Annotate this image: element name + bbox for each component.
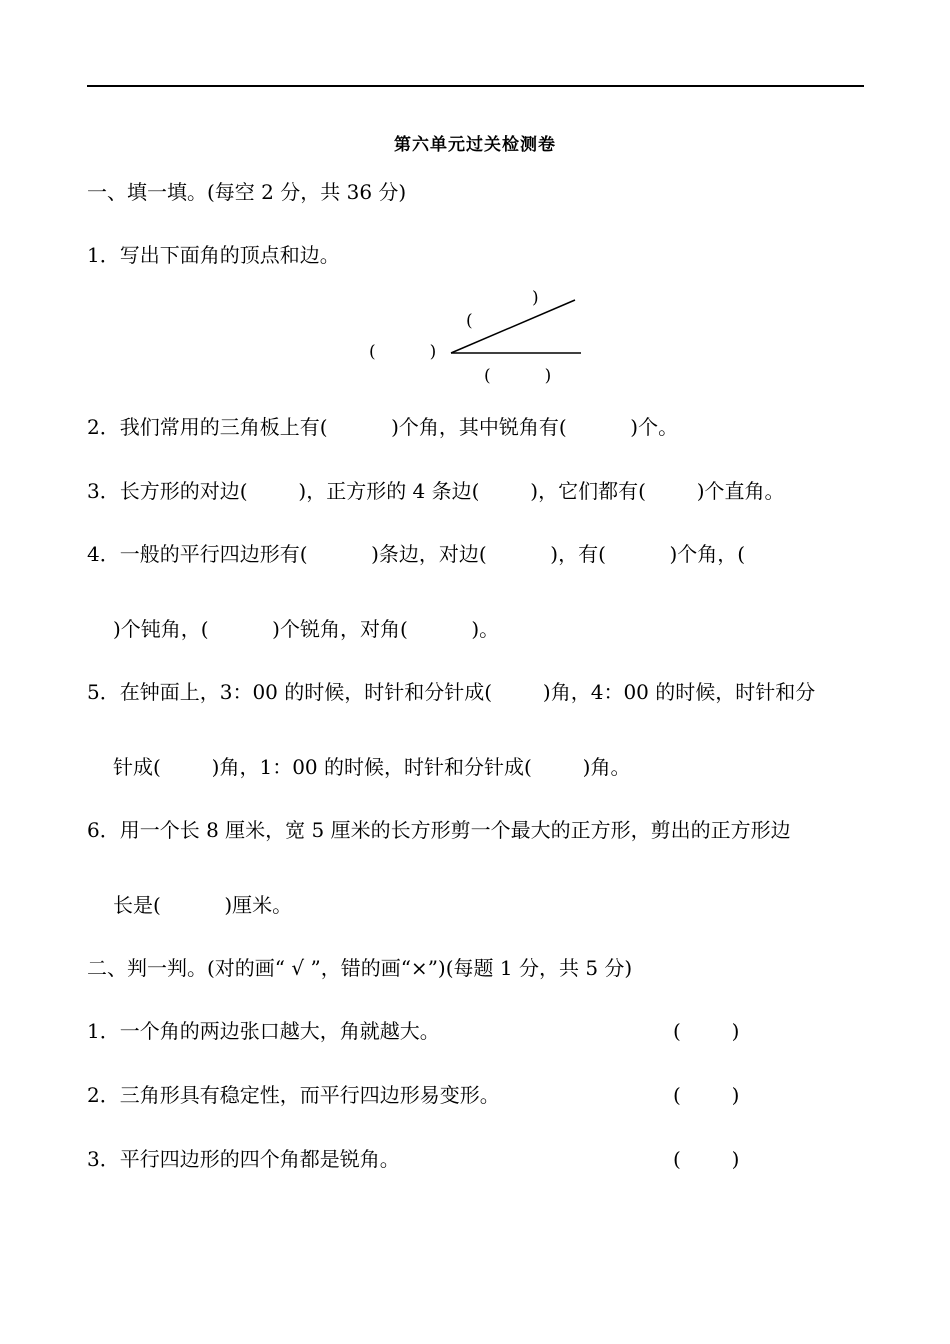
- question-6-line-2: 长是( )厘米。: [113, 893, 293, 917]
- angle-vertex-blank: ( ): [369, 342, 437, 362]
- angle-figure: [440, 290, 590, 365]
- question-4-line-1: 4．一般的平行四边形有( )条边，对边( )，有( )个角，(: [87, 542, 746, 566]
- question-5-line-1: 5．在钟面上，3：00 的时候，时针和分针成( )角，4：00 的时候，时针和分: [87, 680, 816, 704]
- page-title: 第六单元过关检测卷: [394, 135, 556, 155]
- judge-item-2: 2．三角形具有稳定性，而平行四边形易变形。: [87, 1083, 500, 1107]
- angle-upper-side-blank-left: (: [466, 311, 473, 331]
- angle-upper-side-blank-right: ): [532, 288, 539, 308]
- judge-item-3-blank: ( ): [673, 1147, 740, 1171]
- question-4-line-2: )个钝角，( )个锐角，对角( )。: [113, 617, 500, 641]
- question-5-line-2: 针成( )角，1：00 的时候，时针和分针成( )角。: [113, 755, 631, 779]
- judge-item-3: 3．平行四边形的四个角都是锐角。: [87, 1147, 400, 1171]
- question-2: 2．我们常用的三角板上有( )个角，其中锐角有( )个。: [87, 415, 679, 439]
- judge-item-1: 1．一个角的两边张口越大，角就越大。: [87, 1019, 440, 1043]
- question-6-line-1: 6．用一个长 8 厘米，宽 5 厘米的长方形剪一个最大的正方形，剪出的正方形边: [87, 818, 791, 842]
- section1-heading: 一、填一填。(每空 2 分，共 36 分): [87, 180, 407, 204]
- angle-lower-side-blank: ( ): [484, 366, 552, 386]
- question-3: 3．长方形的对边( )，正方形的 4 条边( )，它们都有( )个直角。: [87, 479, 785, 503]
- question-1: 1．写出下面角的顶点和边。: [87, 243, 340, 267]
- section2-heading: 二、判一判。(对的画“ √ ”，错的画“×”)(每题 1 分，共 5 分): [87, 956, 633, 980]
- judge-item-2-blank: ( ): [673, 1083, 740, 1107]
- judge-item-1-blank: ( ): [673, 1019, 740, 1043]
- header-rule: [87, 85, 864, 87]
